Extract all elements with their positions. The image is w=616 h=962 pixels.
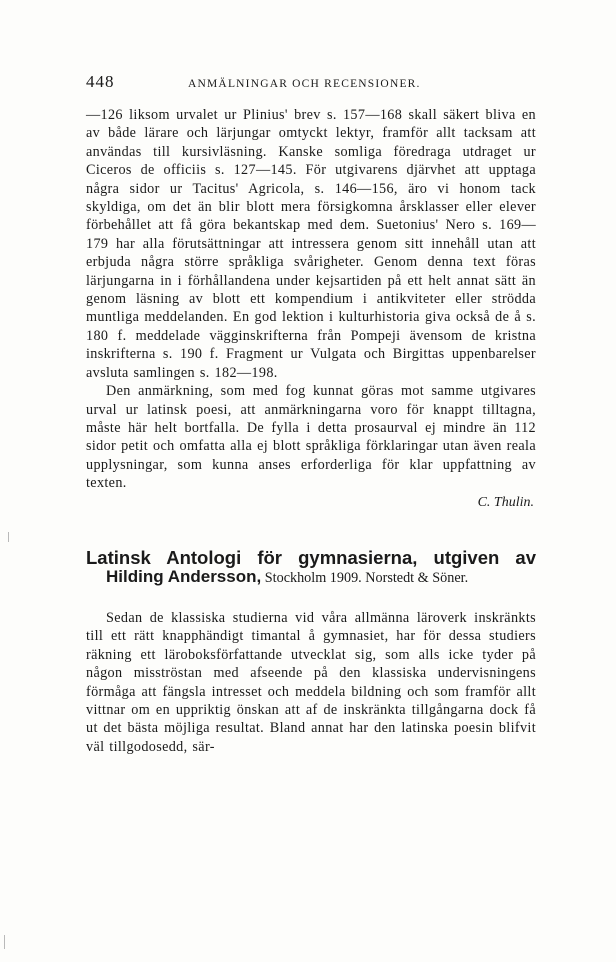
- page: [86, 72, 536, 756]
- reviewer-signature: C. Thulin.: [477, 494, 534, 510]
- review-author: Hilding Andersson,: [106, 566, 262, 586]
- running-head: ANMÄLNINGAR OCH RECENSIONER.: [188, 78, 421, 90]
- review-title: Latinsk Antologi för gymnasierna, utgiven av: [86, 546, 536, 568]
- margin-mark: [4, 935, 5, 949]
- continuation-paragraph-2: Den anmärkning, som med fog kunnat göras mot samme utgivares urval ur latinsk poesi, att anmärkningarna voro för knappt tilltagna, måste här helt bortfalla. De fylla i detta prosaurval ej mindre än 112 sidor petit och omfatta alla ej blott språkliga förklaringar utan även reala upplysningar, som kunna anses erforderliga för klar uppfattning av texten.: [86, 383, 536, 492]
- review-heading: [86, 547, 536, 587]
- review-publication: Stockholm 1909. Norstedt & Söner.: [264, 569, 469, 586]
- review-paragraph-1: Sedan de klassiska studierna vid våra allmänna läroverk inskränkts till ett rätt knapphändigt timantal å gymnasiet, har för dessa studiers räkning ett läroboksförfattande utvecklat sig, som alls icke tyder på någon misströstan med afseende på den klassiska undervisningens förmåga att fängsla intresset och meddela bildning och som framför allt vittnar om en uppriktig önskan att af de inskränkta tillgångarna dock få ut det bästa möjliga resultat. Bland annat har den latinska poesin blifvit väl tillgodosedd, sär-: [86, 609, 536, 755]
- continuation-paragraph-1: —126 liksom urvalet ur Plinius' brev s. 157—168 skall säkert bliva en av både lärare och lärjungar omtyckt lektyr, framför allt tacksam att användas till kursivläsning. Kanske somliga föredraga utdraget ur Ciceros de officiis s. 127—145. För utgivarens djärvhet att upptaga några sidor ur Tacitus' Agricola, s. 146—156, äro vi honom tack skyldiga, om det än blir blott mera försigkomna årsklasser eller elever förbehållet att få göra bekantskap med dem. Suetonius' Nero s. 169—179 har alla förutsättningar att intressera genom sitt innehåll utan att erbjuda några större språkliga svårigheter. Genom denna text föras lärjungarna in i förhållandena under kejsartiden på ett helt annat sätt än genom läsning av blott ett kompendium i antikviteter eller strödda muntliga meddelanden. En god lektion i kulturhistoria giva också de å s. 180 f. meddelade vägginskrifterna från Pompeji ävensom de kristna inskrifterna s. 190 f. Fragment ur Vulgata och Birgittas uppenbarelser avsluta samlingen s. 182—198.: [86, 107, 536, 381]
- review-byline: [86, 568, 536, 587]
- page-header: [86, 72, 536, 98]
- page-number: 448: [86, 72, 115, 91]
- margin-mark: [8, 532, 9, 542]
